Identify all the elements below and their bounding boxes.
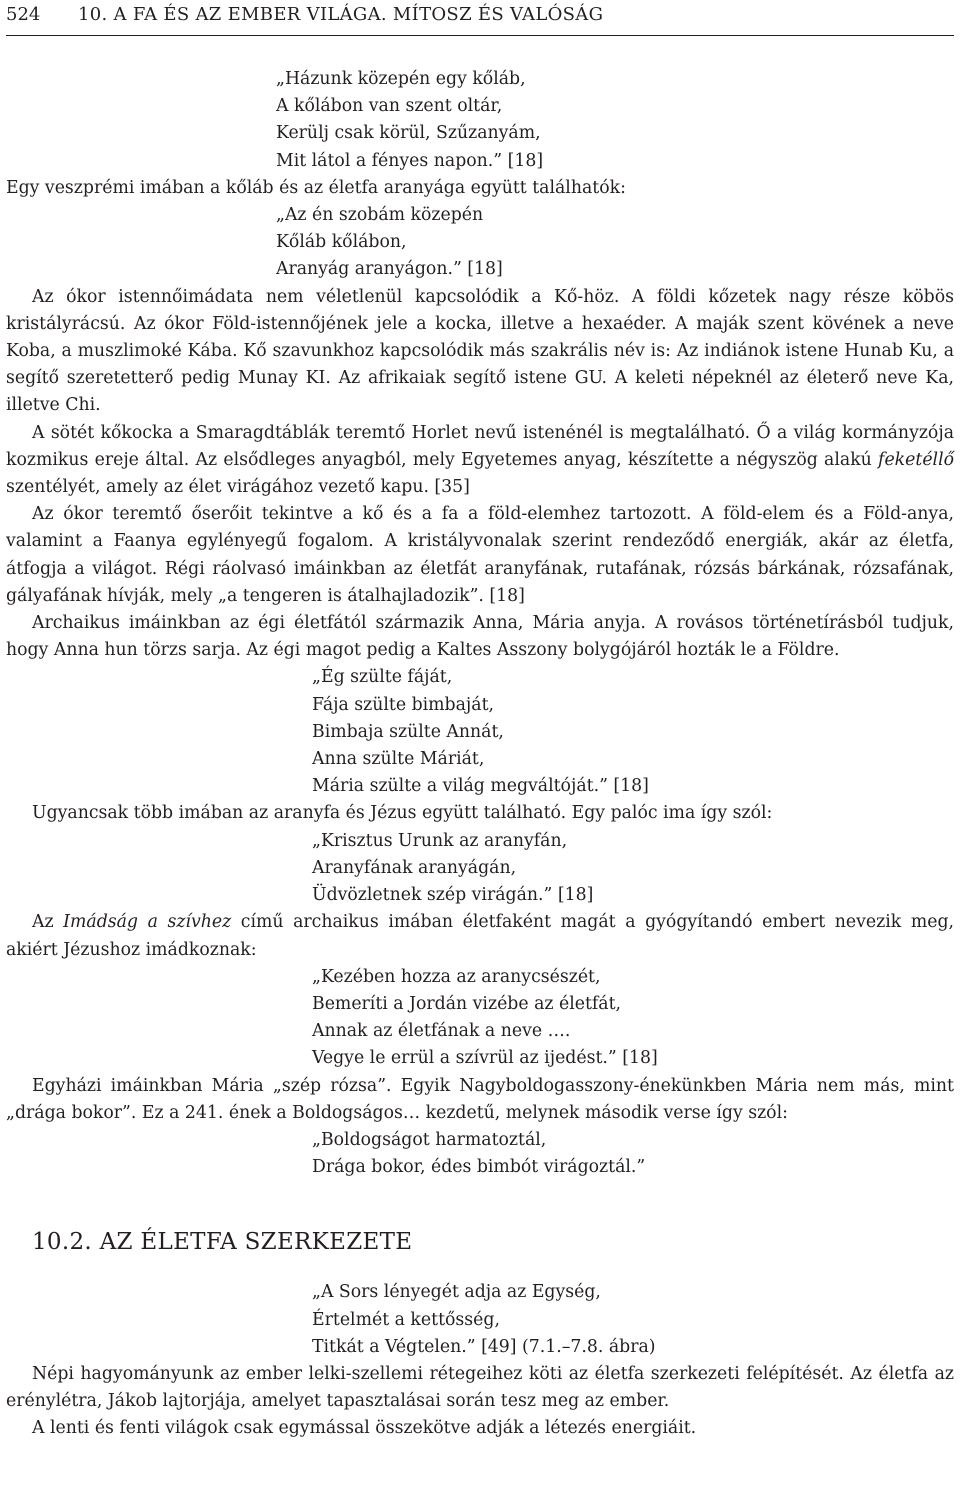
poem-kolab: [6, 66, 954, 175]
chapter-title: 10. A FA ÉS AZ EMBER VILÁGA. MÍTOSZ ÉS VALÓSÁG: [78, 4, 604, 25]
paragraph: [6, 909, 954, 963]
poem-line: Titkát a Végtelen.” [49] (7.1.–7.8. ábra): [312, 1336, 656, 1357]
spacer: [6, 1257, 954, 1279]
paragraph: Egyházi imáinkban Mária „szép rózsa”. Egyik Nagyboldogasszony-énekünkben Mária nem más, mint „drága bokor”. Ez a 241. ének a Boldogságos… kezdetű, melynek második verse így szól:: [6, 1075, 954, 1123]
paragraph: [6, 420, 954, 502]
text-run: A sötét kőkocka a Smaragdtáblák teremtő Horlet nevű istenénél is megtalálható. Ő a világ kormányzója kozmikus ereje által. Az elsődleges anyagból, mely Egyetemes anyag, készítette a négyszög alakú: [6, 422, 954, 470]
poem-line: „Házunk közepén egy kőláb,: [276, 69, 526, 89]
poem-line: Kerülj csak körül, Szűzanyám,: [276, 123, 541, 144]
header-rule: [6, 35, 954, 36]
paragraph: Az ókor teremtő őserőit tekintve a kő és a fa a föld-elemhez tartozott. A föld-elem és a Föld-anya, valamint a Faanya egylényegű fogalom. A kristályvonalak szerint rendeződő energiák, akár az életfa, átfogja a világot. Régi ráolvasó imáinkban az életfát aranyfának, rutafának, rózsás bárkának, rózsafának, gályafának hívják, mely „a tengeren is átalhajladozik”. [18]: [6, 504, 954, 606]
italic-title: Imádság a szívhez: [63, 912, 232, 933]
poem-line: Drága bokor, édes bimbót virágoztál.”: [312, 1157, 646, 1178]
page-number: 524: [6, 4, 41, 25]
paragraph: Ugyancsak több imában az aranyfa és Jézus együtt található. Egy palóc ima így szól:: [32, 803, 773, 824]
italic-term: feketéllő: [878, 449, 954, 470]
poem-line: Bemeríti a Jordán vizébe az életfát,: [312, 993, 622, 1014]
section-heading: 10.2. AZ ÉLETFA SZERKEZETE: [32, 1229, 413, 1256]
poem-line: Fája szülte bimbaját,: [312, 694, 495, 715]
paragraph: Archaikus imáinkban az égi életfától származik Anna, Mária anyja. A rovásos történetírásból tudjuk, hogy Anna hun törzs sarja. Az égi magot pedig a Kaltes Asszony bolygójáról hozták le a Földre.: [6, 613, 954, 661]
poem-line: Mária szülte a világ megváltóját.” [18]: [312, 776, 649, 797]
poem-line: Üdvözletnek szép virágán.” [18]: [312, 885, 594, 906]
poem-line: Mit látol a fényes napon.” [18]: [276, 150, 544, 171]
paragraph: A lenti és fenti világok csak egymással összekötve adják a létezés energiáit.: [32, 1418, 697, 1439]
paragraph: Egy veszprémi imában a kőláb és az életfa aranyága együtt találhatók:: [6, 177, 626, 198]
paragraph: Népi hagyományunk az ember lelki-szellemi rétegeihez köti az életfa szerkezeti felépítését. Az életfa az erénylétra, Jákob lajtorjája, amelyet tapasztalásai során tesz meg az ember.: [6, 1363, 954, 1412]
poem-line: A kőlábon van szent oltár,: [276, 96, 503, 117]
poem-line: Annak az életfának a neve ….: [312, 1021, 571, 1042]
poem-szobam: [6, 202, 954, 284]
poem-boldogsagot: [6, 1127, 954, 1181]
poem-line: „Kezében hozza az aranycsészét,: [312, 966, 601, 987]
spacer: [6, 1181, 954, 1227]
text-run: című archaikus imában életfaként magát a gyógyítandó embert nevezik meg, akiért Jézushoz imádkoznak:: [6, 912, 954, 960]
poem-line: Aranyfának aranyágán,: [312, 857, 517, 878]
text-run: szentélyét, amely az élet virágához vezető kapu. [35]: [6, 477, 470, 498]
poem-line: Kőláb kőlábon,: [276, 232, 407, 253]
poem-line: „Ég szülte fáját,: [312, 667, 453, 688]
poem-line: Aranyág aranyágon.” [18]: [276, 259, 503, 280]
poem-line: „A Sors lényegét adja az Egység,: [312, 1282, 601, 1303]
page-body: [6, 66, 954, 1443]
poem-line: Anna szülte Máriát,: [312, 749, 485, 770]
paragraph: Az ókor istennőimádata nem véletlenül kapcsolódik a Kő-höz. A földi kőzetek nagy része köbös kristályrácsú. Az ókor Föld-istennőjének jele a kocka, illetve a hexaéder. A maják szent kövének a neve Koba, a muszlimoké Kába. Kő szavunkhoz kapcsolódik más szakrális név is: Az indiánok istene Hunab Ku, a segítő szeretetterő pedig Munay KI. Az afrikaiak segítő istene GU. A keleti népeknél az életerő neve Ka, illetve Chi.: [6, 286, 954, 416]
poem-krisztus: [6, 828, 954, 910]
poem-line: „Az én szobám közepén: [276, 205, 484, 226]
poem-line: „Boldogságot harmatoztál,: [312, 1129, 547, 1150]
poem-line: Vegye le errül a szívrül az ijedést.” [18]: [312, 1048, 658, 1069]
poem-kezeben: [6, 964, 954, 1073]
poem-line: Bimbaja szülte Annát,: [312, 721, 504, 742]
poem-eg-szulte: [6, 664, 954, 800]
page-header: [6, 4, 954, 32]
poem-line: Értelmét a kettősség,: [312, 1309, 500, 1330]
poem-line: „Krisztus Urunk az aranyfán,: [312, 830, 568, 851]
text-run: Az: [32, 912, 64, 933]
poem-sors: [6, 1279, 954, 1361]
